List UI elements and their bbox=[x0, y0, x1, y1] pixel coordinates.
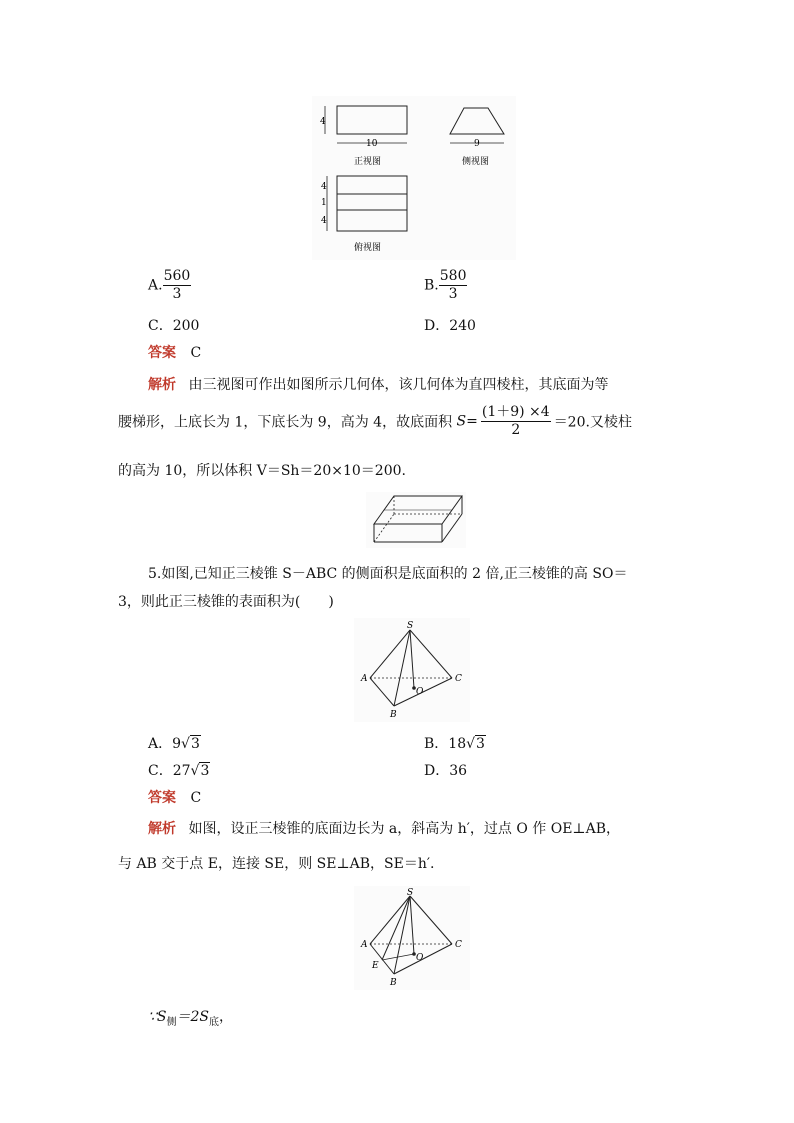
pyramid-label-o: O bbox=[416, 687, 424, 697]
q5-option-c-rad: 3 bbox=[200, 763, 210, 779]
q4-option-a-num: 560 bbox=[163, 268, 191, 284]
area-formula-num: (1＋9) ×4 bbox=[481, 404, 550, 420]
q4-option-c[interactable]: C．200 bbox=[148, 318, 200, 334]
q5-option-c-prefix: C．27 bbox=[148, 763, 191, 779]
because-line bbox=[148, 1006, 233, 1028]
q4-option-a-den: 3 bbox=[172, 285, 182, 302]
q5-option-b-rad: 3 bbox=[476, 736, 485, 752]
q5-analysis-line1 bbox=[148, 818, 620, 838]
q5-stem-line1: 5.如图,已知正三棱锥 S－ABC 的侧面积是底面积的 2 倍,正三棱锥的高 SO＝ bbox=[148, 566, 628, 582]
q5-answer bbox=[148, 787, 201, 807]
pyramid-figure-with-e bbox=[354, 886, 470, 990]
q4-analysis-text2-post: ＝20.又棱柱 bbox=[553, 414, 632, 431]
front-height-label: 4 bbox=[320, 117, 326, 127]
three-view-figure bbox=[312, 96, 516, 260]
q4-answer bbox=[148, 342, 201, 362]
q5-stem-line2: 3，则此正三棱锥的表面积为( ) bbox=[118, 594, 334, 610]
q4-analysis-label: 解析 bbox=[148, 377, 176, 393]
pyramid-label-c: C bbox=[455, 674, 462, 684]
pyramid2-label-o: O bbox=[416, 953, 424, 963]
pyramid-label-a: A bbox=[361, 674, 368, 684]
q4-option-b-den: 3 bbox=[448, 285, 458, 302]
q5-analysis-line2: 与 AB 交于点 E，连接 SE，则 SE⊥AB，SE＝h′. bbox=[118, 856, 435, 872]
formula-s: S bbox=[456, 413, 467, 430]
q4-analysis-text1: 由三视图可作出如图所示几何体，该几何体为直四棱柱，其底面为等 bbox=[188, 377, 609, 393]
q5-answer-label: 答案 bbox=[148, 790, 176, 806]
formula-eq: = bbox=[466, 413, 478, 430]
because-s: ∵S bbox=[148, 1009, 167, 1025]
pyramid-label-s: S bbox=[407, 621, 414, 631]
top-view-label: 俯视图 bbox=[354, 243, 382, 253]
sqrt-icon: √ bbox=[181, 736, 190, 752]
q5-option-b-prefix: B．18 bbox=[424, 736, 467, 752]
top-dim-2: 1 bbox=[321, 198, 327, 208]
q4-option-d[interactable]: D．240 bbox=[424, 318, 476, 334]
three-view-drawing bbox=[312, 96, 516, 260]
pyramid-label-b: B bbox=[390, 710, 397, 720]
pyramid-drawing bbox=[354, 618, 470, 722]
q5-analysis-label: 解析 bbox=[148, 821, 176, 837]
q5-option-c[interactable] bbox=[148, 760, 210, 780]
side-view-label: 侧视图 bbox=[462, 157, 490, 167]
q5-option-a-prefix: A．9 bbox=[148, 736, 182, 752]
pyramid2-label-e: E bbox=[372, 961, 379, 971]
because-sub-base: 底 bbox=[209, 1016, 219, 1028]
pyramid2-label-a: A bbox=[361, 940, 368, 950]
area-formula-den: 2 bbox=[511, 421, 521, 438]
top-dim-3: 4 bbox=[321, 216, 327, 226]
because-end: ， bbox=[219, 1009, 233, 1025]
q4-answer-value: C bbox=[190, 345, 202, 361]
q4-option-b[interactable] bbox=[424, 268, 467, 303]
q4-option-b-num: 580 bbox=[439, 268, 467, 284]
q5-option-a-rad: 3 bbox=[190, 736, 200, 752]
q4-option-a[interactable] bbox=[148, 268, 191, 303]
q5-analysis-text1: 如图，设正三棱锥的底面边长为 a，斜高为 h′，过点 O 作 OE⊥AB， bbox=[188, 821, 620, 837]
q4-option-a-fraction bbox=[163, 268, 192, 303]
front-width-label: 10 bbox=[366, 139, 378, 149]
q4-analysis-line2 bbox=[118, 404, 632, 439]
sqrt-icon: √ bbox=[466, 736, 476, 752]
prism-drawing bbox=[366, 492, 466, 548]
q4-analysis-line1 bbox=[148, 374, 608, 394]
because-mid: ＝2S bbox=[176, 1009, 209, 1025]
pyramid-figure bbox=[354, 618, 470, 722]
side-width-label: 9 bbox=[474, 139, 480, 149]
because-sub-side: 侧 bbox=[166, 1016, 177, 1028]
q5-option-d[interactable]: D．36 bbox=[424, 763, 468, 779]
q4-analysis-text2: 腰梯形，上底长为 1，下底长为 9，高为 4，故底面积 bbox=[118, 414, 457, 431]
q4-option-a-letter: A. bbox=[148, 277, 163, 294]
q4-answer-label: 答案 bbox=[148, 345, 176, 361]
q4-option-b-fraction bbox=[439, 268, 468, 303]
q5-option-a[interactable] bbox=[148, 733, 201, 753]
q5-option-b[interactable] bbox=[424, 733, 486, 753]
q4-analysis-line3: 的高为 10，所以体积 V＝Sh＝20×10＝200. bbox=[118, 463, 406, 479]
pyramid2-label-c: C bbox=[455, 940, 462, 950]
pyramid-e-drawing bbox=[354, 886, 470, 990]
prism-figure bbox=[366, 492, 466, 548]
front-view-label: 正视图 bbox=[354, 157, 382, 167]
area-formula-fraction bbox=[481, 404, 551, 439]
pyramid2-label-b: B bbox=[390, 978, 397, 988]
pyramid2-label-s: S bbox=[407, 888, 414, 898]
sqrt-icon: √ bbox=[190, 763, 200, 779]
top-dim-1: 4 bbox=[321, 182, 327, 192]
q5-answer-value: C bbox=[190, 790, 202, 806]
q4-option-b-letter: B. bbox=[424, 277, 439, 294]
